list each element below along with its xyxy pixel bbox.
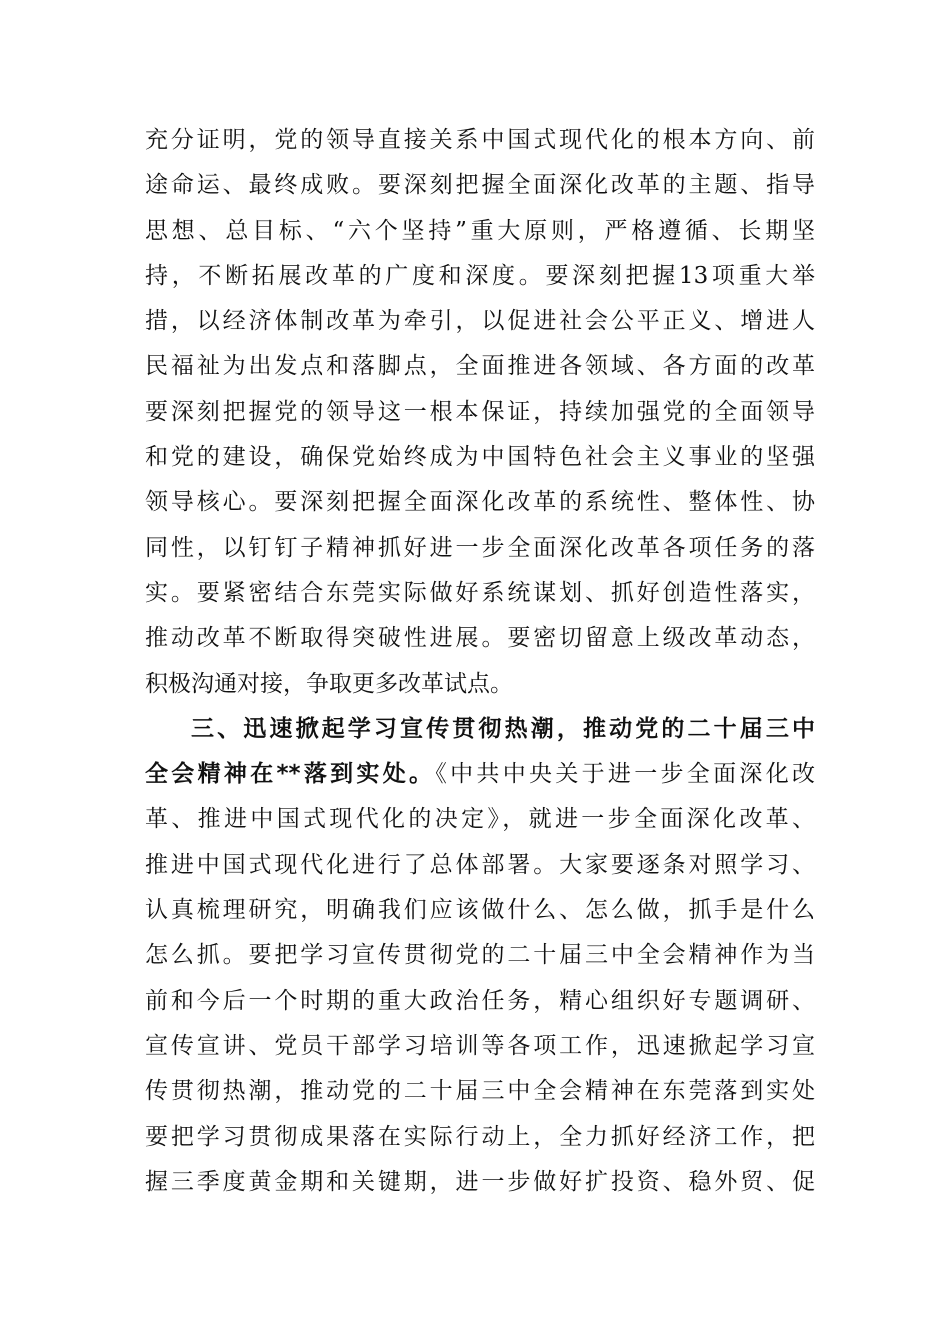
text-line: 充分证明，党的领导直接关系中国式现代化的根本方向、前 <box>145 127 815 153</box>
text-line: 前和今后一个时期的重大政治任务，精心组织好专题调研、 <box>145 987 815 1014</box>
text-line: 民福祉为出发点和落脚点，全面推进各领域、各方面的改革 <box>145 353 815 380</box>
text-line: 措，以经济体制改革为牵引，以促进社会公平正义、增进人 <box>145 308 815 335</box>
text-line: 持，不断拓展改革的广度和深度。要深刻把握13项重大举 <box>145 262 815 289</box>
text-line: 领导核心。要深刻把握全面深化改革的系统性、整体性、协 <box>145 489 815 516</box>
body-text <box>145 118 815 1205</box>
text-line: 要把学习贯彻成果落在实际行动上，全力抓好经济工作，把 <box>145 1123 815 1150</box>
paragraph-2 <box>145 707 815 1205</box>
text-line: 积极沟通对接，争取更多改革试点。 <box>145 670 513 697</box>
text-line: 握三季度黄金期和关键期，进一步做好扩投资、稳外贸、促 <box>145 1168 815 1195</box>
text-line: 推进中国式现代化进行了总体部署。大家要逐条对照学习、 <box>145 851 815 878</box>
text-line: 传贯彻热潮，推动党的二十届三中全会精神在东莞落到实处 <box>145 1078 815 1105</box>
text-line: 宣传宣讲、党员干部学习培训等各项工作，迅速掀起学习宣 <box>145 1032 815 1059</box>
text-line: 思想、总目标、“六个坚持”重大原则，严格遵循、长期坚 <box>145 217 815 244</box>
text-line: 和党的建设，确保党始终成为中国特色社会主义事业的坚强 <box>145 444 815 471</box>
text-line: 要深刻把握党的领导这一根本保证，持续加强党的全面领导 <box>145 398 815 425</box>
section-heading: 三、迅速掀起学习宣传贯彻热潮，推动党的二十届三中 <box>191 715 815 742</box>
text-line: 推动改革不断取得突破性进展。要密切留意上级改革动态， <box>145 625 815 652</box>
section-heading-continued: 全会精神在**落到实处。 <box>145 761 436 788</box>
text-run: 《中共中央关于进一步全面深化改 <box>435 761 815 788</box>
text-line: 认真梳理研究，明确我们应该做什么、怎么做，抓手是什么 <box>145 897 815 924</box>
text-line: 同性，以钉钉子精神抓好进一步全面深化改革各项任务的落 <box>145 534 815 561</box>
paragraph-1 <box>145 118 815 707</box>
text-line: 途命运、最终成败。要深刻把握全面深化改革的主题、指导 <box>145 172 815 199</box>
text-line: 实。要紧密结合东莞实际做好系统谋划、抓好创造性落实， <box>145 579 815 606</box>
text-line: 怎么抓。要把学习宣传贯彻党的二十届三中全会精神作为当 <box>145 942 815 969</box>
text-line: 革、推进中国式现代化的决定》，就进一步全面深化改革、 <box>145 806 815 833</box>
text-line <box>145 752 815 797</box>
